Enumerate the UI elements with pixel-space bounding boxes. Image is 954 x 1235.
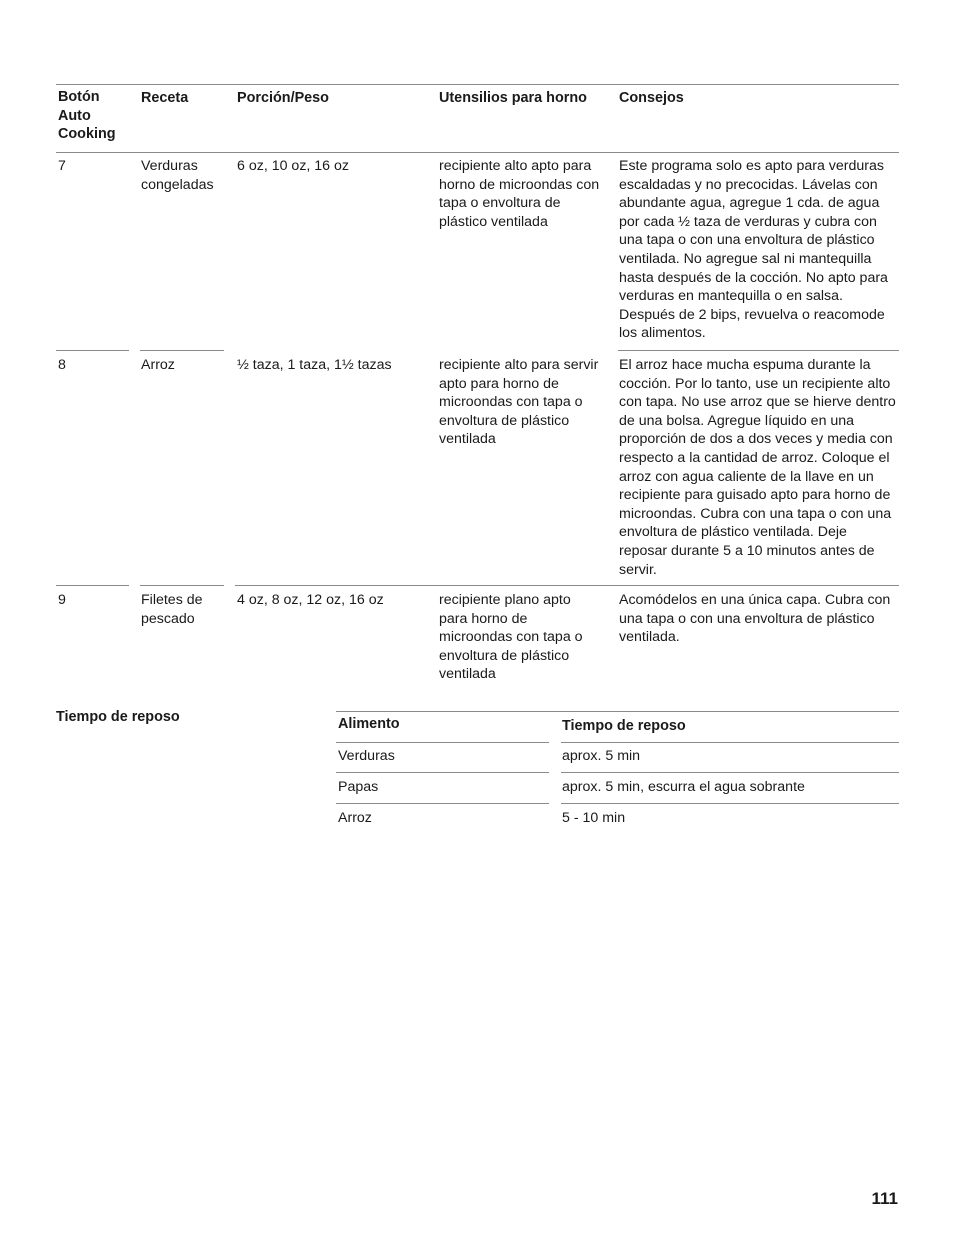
row-food: Papas: [338, 779, 379, 795]
row-rule: [561, 803, 899, 804]
row-rule: [56, 585, 129, 586]
header-receta: Receta: [141, 90, 189, 106]
header-bottom-rule: [56, 152, 899, 153]
row-food: Verduras: [338, 748, 395, 764]
row-button-number: 9: [58, 592, 66, 608]
row-time: aprox. 5 min, escurra el agua sobrante: [562, 779, 805, 795]
row-rule: [140, 350, 224, 351]
row-button-number: 7: [58, 158, 66, 174]
row-rule: [56, 350, 129, 351]
row-utensils: recipiente plano apto para horno de microondas con tapa o envoltura de plástico ventilada: [439, 592, 583, 683]
row-portion: 4 oz, 8 oz, 12 oz, 16 oz: [237, 592, 384, 608]
header-porcion: Porción/Peso: [237, 90, 329, 106]
table-top-rule: [336, 711, 899, 712]
row-rule: [561, 772, 899, 773]
row-utensils: recipiente alto apto para horno de microondas con tapa o envoltura de plástico ventilada: [439, 158, 600, 230]
row-food: Arroz: [338, 810, 372, 826]
row-portion: ½ taza, 1 taza, 1½ tazas: [237, 357, 392, 373]
row-rule: [618, 350, 899, 351]
header-alimento: Alimento: [338, 716, 400, 732]
row-portion: 6 oz, 10 oz, 16 oz: [237, 158, 349, 174]
row-tips: Acomódelos en una única capa. Cubra con una tapa o con una envoltura de plástico ventilada.: [619, 592, 891, 646]
header-utensilios: Utensilios para horno: [439, 90, 587, 106]
row-time: 5 - 10 min: [562, 810, 626, 826]
row-recipe: Verduras congeladas: [141, 158, 214, 193]
header-bottom-rule: [336, 742, 549, 743]
page-number: 111: [871, 1189, 898, 1208]
table-top-rule: [56, 84, 899, 85]
header-bottom-rule: [561, 742, 899, 743]
row-recipe: Arroz: [141, 357, 175, 373]
row-time: aprox. 5 min: [562, 748, 641, 764]
row-utensils: recipiente alto para servir apto para horno de microondas con tapa o envoltura de plástico ventilada: [439, 357, 599, 448]
row-tips: Este programa solo es apto para verduras escaldadas y no precocidas. Lávelas con abundante agua, agregue 1 cda. de agua por cada ½ taza de verduras y cubra con una tapa o con una envoltura de plástico ventilada. No agregue sal ni mantequilla hasta después de la cocción. No apto para verduras en mantequilla o en salsa. Después de 2 bips, revuelva o reacomode los alimentos.: [619, 158, 888, 342]
row-button-number: 8: [58, 357, 66, 373]
row-tips: El arroz hace mucha espuma durante la cocción. Por lo tanto, use un recipiente alto con tapa. No use arroz que se hierve dentro de una bolsa. Agregue líquido en una proporción de dos a dos veces y media con respecto a la cantidad de arroz. Coloque el arroz con agua caliente de la llave en un recipiente para guisado apto para horno de microondas. Cubra con una tapa o con una envoltura de plástico ventilada. Deje reposar durante 5 a 10 minutos antes de servir.: [619, 357, 896, 578]
row-rule: [336, 772, 549, 773]
row-rule: [235, 585, 899, 586]
row-rule: [336, 803, 549, 804]
header-tiempo: Tiempo de reposo: [562, 718, 686, 734]
header-boton: Botón Auto Cooking: [58, 89, 116, 143]
standing-time-title: Tiempo de reposo: [56, 709, 180, 725]
row-rule: [140, 585, 224, 586]
row-recipe: Filetes de pescado: [141, 592, 203, 627]
header-consejos: Consejos: [619, 90, 684, 106]
